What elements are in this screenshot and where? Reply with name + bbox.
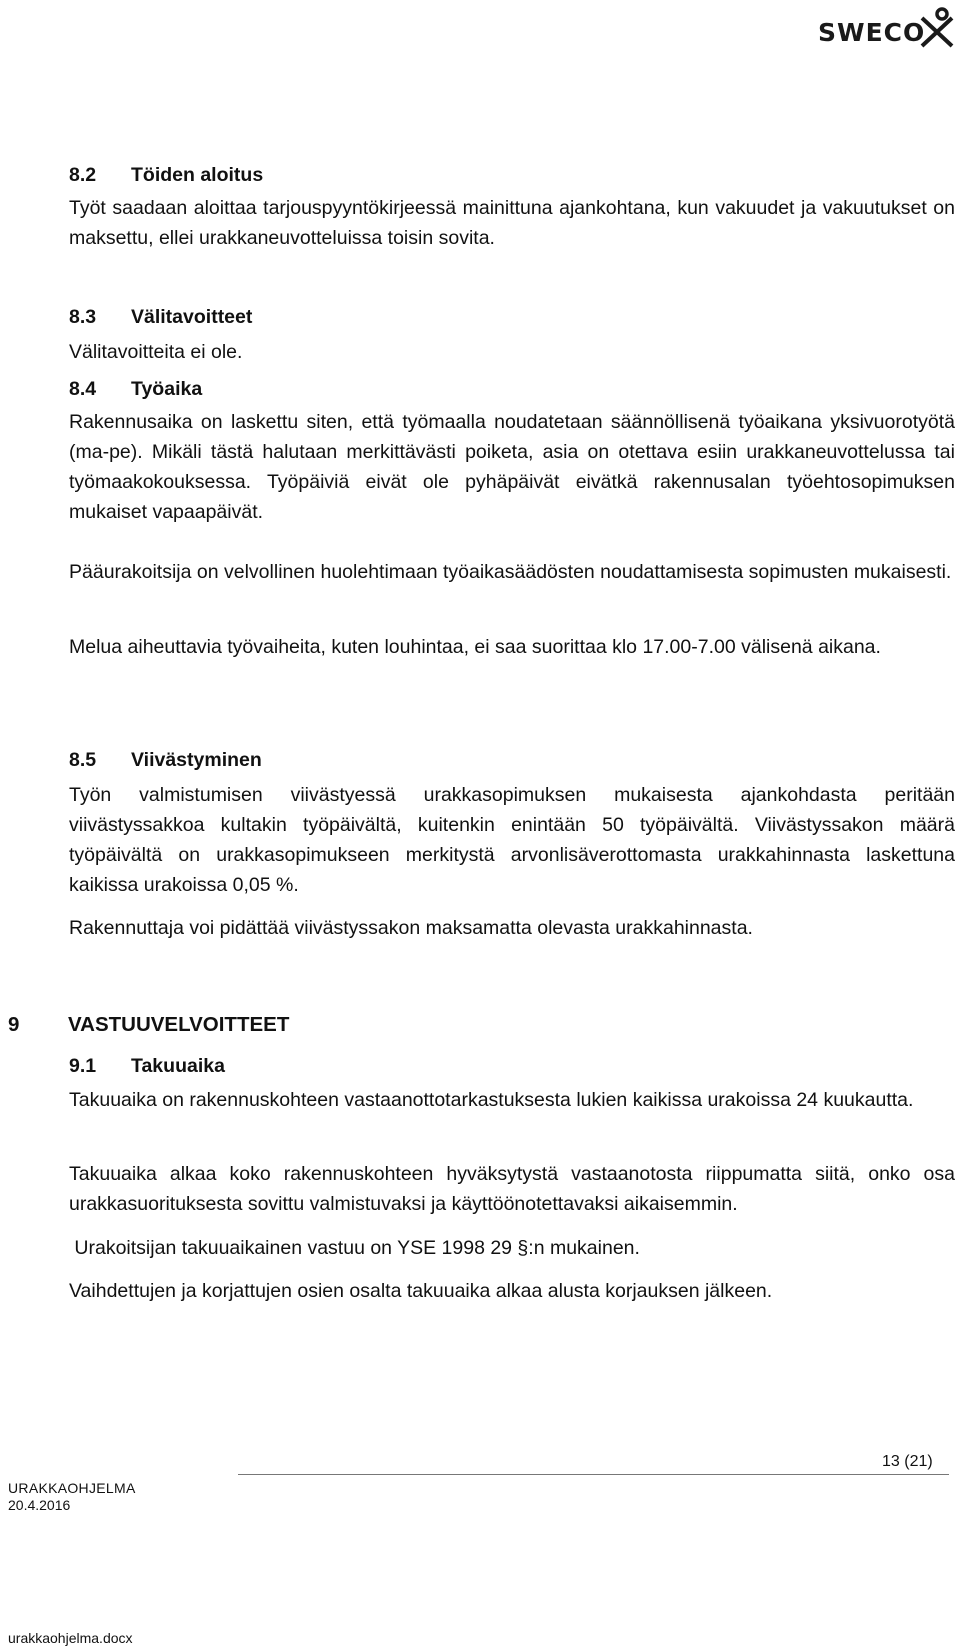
paragraph: Pääurakoitsija on velvollinen huolehtimaan työaikasäädösten noudattamisesta sopimusten mukaisesti.: [69, 561, 952, 583]
page-number: 13 (21): [882, 1453, 933, 1470]
paragraph: Urakoitsijan takuuaikainen vastuu on YSE 1998 29 §:n mukainen.: [69, 1237, 640, 1259]
paragraph: Rakennuttaja voi pidättää viivästyssakon maksamatta olevasta urakkahinnasta.: [69, 917, 753, 939]
footer-date: 20.4.2016: [8, 1497, 71, 1513]
paragraph: Vaihdettujen ja korjattujen osien osalta takuuaika alkaa alusta korjauksen jälkeen.: [69, 1280, 773, 1302]
heading-number: 9.1: [69, 1055, 97, 1077]
logo-wordmark: SWECO: [818, 18, 926, 47]
heading-number: 8.4: [69, 378, 97, 400]
footer-divider: [238, 1474, 949, 1475]
paragraph: Työn valmistumisen viivästyessä urakkasopimuksen mukaisesta ajankohdasta peritään viivästyssakkoa kultakin työpäivältä, kuitenkin enintään 50 työpäivältä. Viivästyssakon määrä työpäivältä on urakkasopimukseen merkitystä arvonlisäverottomasta urakkahinnasta laskettuna kaikissa urakoissa 0,05 %.: [69, 784, 955, 896]
heading-number: 9: [8, 1013, 20, 1036]
footer-document-title: URAKKAOHJELMA: [8, 1480, 136, 1496]
paragraph: Rakennusaika on laskettu siten, että työmaalla noudatetaan säännöllisenä työaikana yksivuorotyötä (ma-pe). Mikäli tästä halutaan merkittävästi poiketa, asia on otettava esiin urakkaneuvottelussa tai työmaakokouksessa. Työpäiviä eivät ole pyhäpäivät eivätkä rakennusalan työehtosopimuksen mukaiset vapaapäivät.: [69, 411, 955, 523]
heading-number: 8.2: [69, 164, 97, 186]
heading-title: Töiden aloitus: [131, 164, 264, 186]
paragraph: Takuuaika alkaa koko rakennuskohteen hyväksytystä vastaanotosta riippumatta siitä, onko osa urakkasuorituksesta sovittu valmistuvaksi ja käyttöönotettavaksi aikaisemmin.: [69, 1163, 955, 1215]
heading-title: Välitavoitteet: [131, 306, 253, 328]
paragraph: Työt saadaan aloittaa tarjouspyyntökirjeessä mainittuna ajankohtana, kun vakuudet ja vakuutukset on maksettu, ellei urakkaneuvotteluissa toisin sovita.: [69, 197, 955, 249]
heading-title: Viivästyminen: [131, 749, 262, 771]
heading-title: VASTUUVELVOITTEET: [68, 1013, 290, 1036]
paragraph: Välitavoitteita ei ole.: [69, 341, 243, 363]
paragraph: Melua aiheuttavia työvaiheita, kuten louhintaa, ei saa suorittaa klo 17.00-7.00 välisenä aikana.: [69, 636, 881, 658]
heading-title: Työaika: [131, 378, 203, 400]
sweco-logo: [818, 4, 958, 48]
heading-number: 8.5: [69, 749, 97, 771]
logo-mark-icon: [918, 6, 956, 48]
heading-title: Takuuaika: [131, 1055, 225, 1077]
paragraph: Takuuaika on rakennuskohteen vastaanottotarkastuksesta lukien kaikissa urakoissa 24 kuukautta.: [69, 1089, 914, 1111]
footer-filename: urakkaohjelma.docx: [8, 1630, 133, 1646]
heading-number: 8.3: [69, 306, 97, 328]
